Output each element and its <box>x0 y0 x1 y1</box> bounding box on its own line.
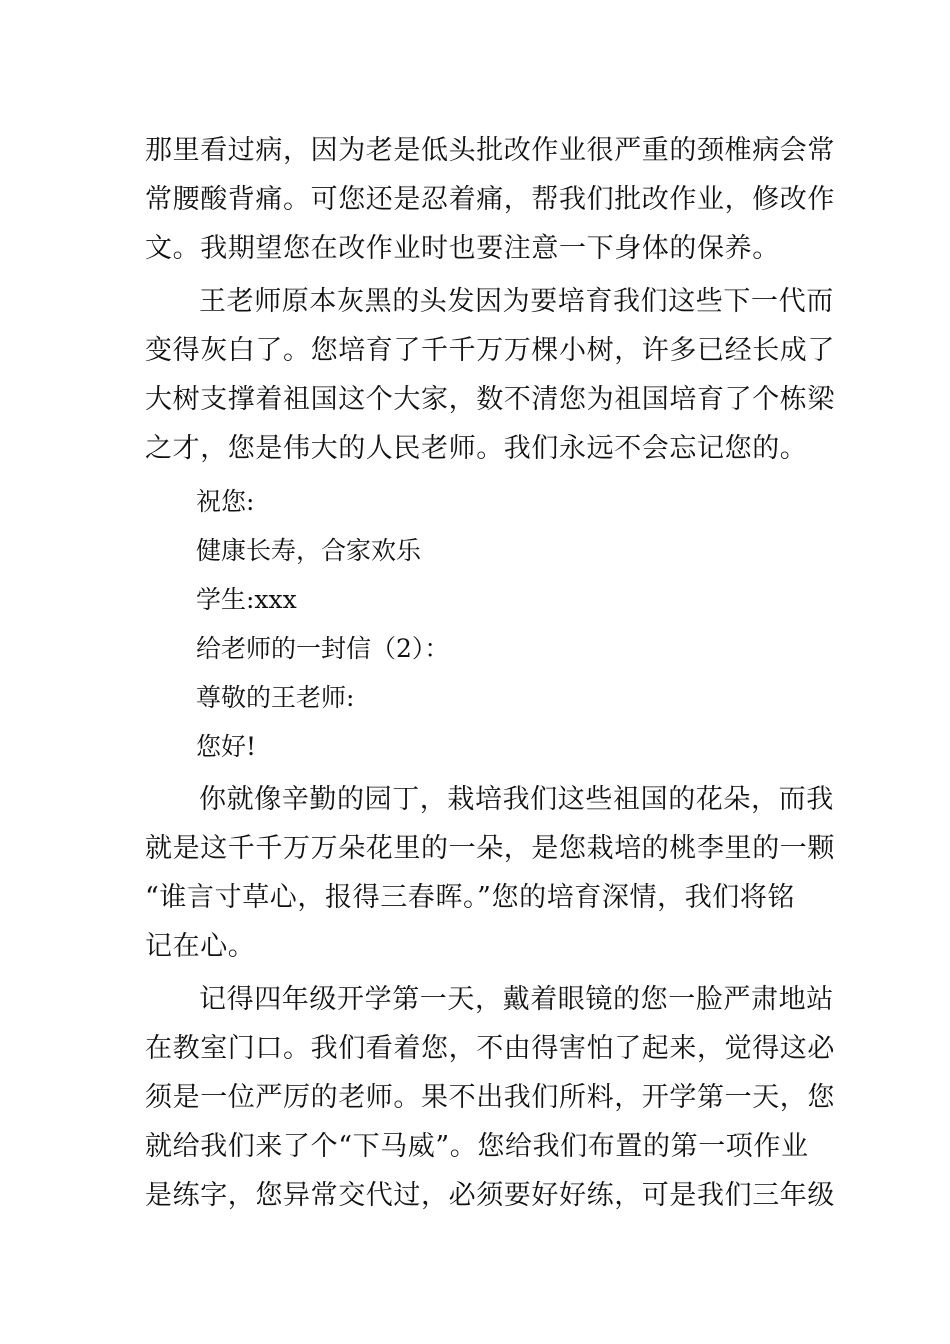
text-line: 记在心。 <box>145 931 256 962</box>
text-line: 常腰酸背痛。可您还是忍着痛，帮我们批改作业，修改作 <box>145 184 835 215</box>
text-line: “谁言寸草心，报得三春晖。”您的培育深情，我们将铭 <box>145 882 796 913</box>
text-line: 记得四年级开学第一天，戴着眼镜的您一脸严肃地站 <box>199 984 834 1015</box>
text-line: 就给我们来了个“下马威”。您给我们布置的第一项作业 <box>145 1131 809 1162</box>
text-line: 王老师原本灰黑的头发因为要培育我们这些下一代而 <box>199 286 834 317</box>
letter2-greeting: 您好! <box>196 732 257 761</box>
paragraph-gardener <box>145 775 835 971</box>
text-line: 须是一位严厉的老师。果不出我们所料，开学第一天，您 <box>145 1082 835 1113</box>
closing-wish: 祝您: <box>196 487 255 516</box>
paragraph-health-care <box>145 126 835 273</box>
text-line: 在教室门口。我们看着您，不由得害怕了起来，觉得这必 <box>145 1033 835 1064</box>
text-line: 就是这千千万万朵花里的一朵，是您栽培的桃李里的一颗 <box>145 833 835 864</box>
text-line: 大树支撑着祖国这个大家，数不清您为祖国培育了个栋梁 <box>145 384 835 415</box>
text-line: 你就像辛勤的园丁，栽培我们这些祖国的花朵，而我 <box>199 784 834 815</box>
document-page <box>145 126 835 1220</box>
text-line: 变得灰白了。您培育了千千万万棵小树，许多已经长成了 <box>145 335 835 366</box>
signature: 学生:xxx <box>196 585 297 614</box>
text-line: 那里看过病，因为老是低头批改作业很严重的颈椎病会常 <box>145 135 835 166</box>
text-line: 是练字，您异常交代过，必须要好好练，可是我们三年级 <box>145 1180 835 1211</box>
text-line: 文。我期望您在改作业时也要注意一下身体的保养。 <box>145 233 780 264</box>
paragraph-gray-hair <box>145 277 835 473</box>
letter2-salutation: 尊敬的王老师: <box>196 683 355 712</box>
letter2-title: 给老师的一封信（2）： <box>196 634 450 663</box>
closing-blessing: 健康长寿，合家欢乐 <box>196 536 422 565</box>
paragraph-first-day <box>145 975 835 1220</box>
text-line: 之才，您是伟大的人民老师。我们永远不会忘记您的。 <box>145 433 808 464</box>
